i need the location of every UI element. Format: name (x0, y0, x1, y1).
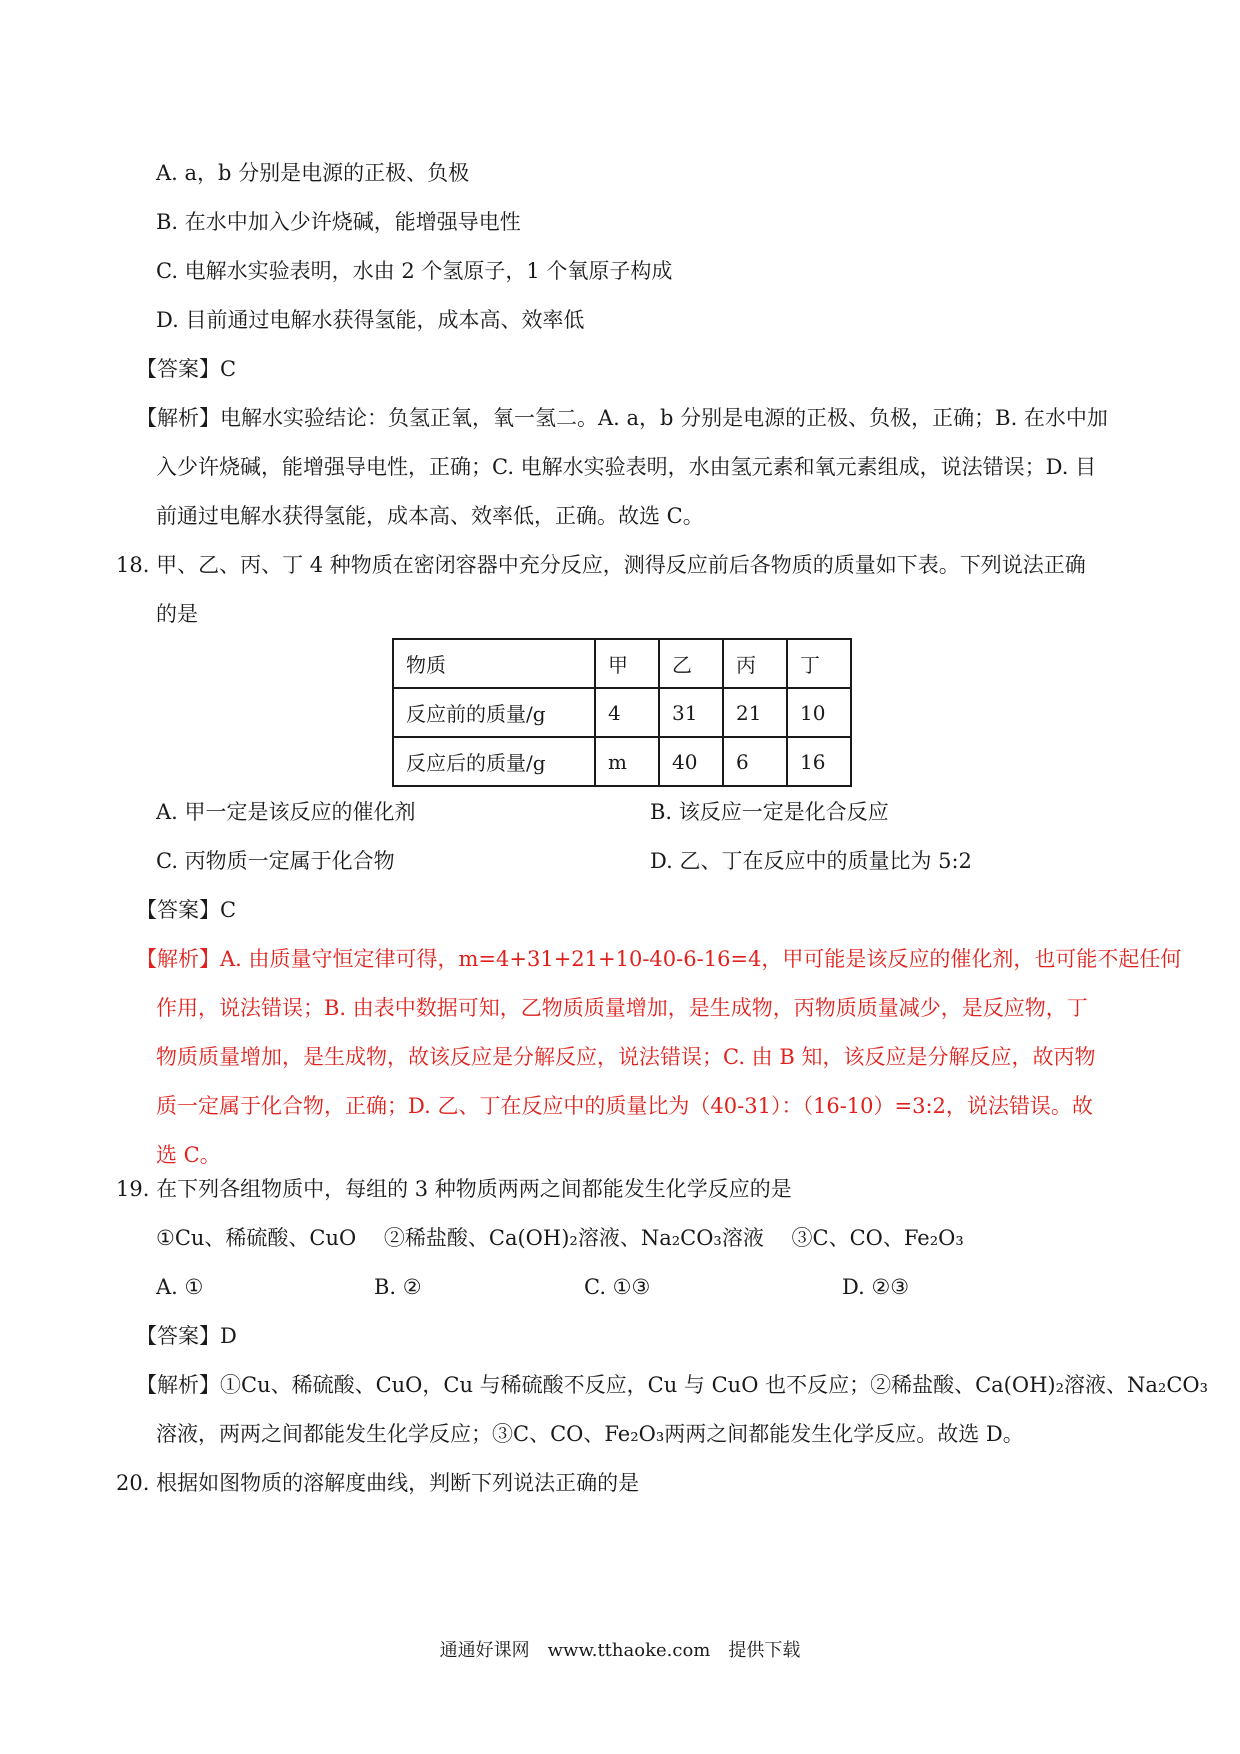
q17-analysis-line-1: 【解析】电解水实验结论：负氢正氧，氧一氢二。A. a，b 分别是电源的正极、负极，正确；B. 在水中加 (136, 406, 1108, 430)
table-row (393, 688, 851, 737)
table-cell: 丙 (723, 639, 787, 688)
q19-option-d: D. ②③ (842, 1275, 910, 1299)
q19-analysis-line-1: 【解析】①Cu、稀硫酸、CuO，Cu 与稀硫酸不反应，Cu 与 CuO 也不反应；②稀盐酸、Ca(OH)₂溶液、Na₂CO₃ (136, 1373, 1209, 1397)
table-cell: 6 (723, 737, 787, 786)
q18-option-c: C. 丙物质一定属于化合物 (156, 849, 395, 873)
q19-groups: ①Cu、稀硫酸、CuO ②稀盐酸、Ca(OH)₂溶液、Na₂CO₃溶液 ③C、CO、Fe₂O₃ (156, 1226, 964, 1250)
q19-answer: 【答案】D (136, 1324, 237, 1348)
q18-analysis-line-4: 质一定属于化合物，正确；D. 乙、丁在反应中的质量比为（40-31）：（16-10）=3:2，说法错误。故 (156, 1094, 1093, 1118)
q18-stem-line-2: 的是 (156, 602, 198, 626)
table-cell: 反应前的质量/g (393, 688, 595, 737)
table-cell: m (595, 737, 659, 786)
q17-analysis-line-3: 前通过电解水获得氢能，成本高、效率低，正确。故选 C。 (156, 504, 704, 528)
q17-option-b: B. 在水中加入少许烧碱，能增强导电性 (156, 210, 521, 234)
q17-analysis-line-2: 入少许烧碱，能增强导电性，正确；C. 电解水实验表明，水由氢元素和氧元素组成，说法错误；D. 目 (156, 455, 1097, 479)
q17-option-a: A. a，b 分别是电源的正极、负极 (156, 161, 470, 185)
table-cell: 40 (659, 737, 723, 786)
q18-option-a: A. 甲一定是该反应的催化剂 (156, 800, 416, 824)
q19-option-c: C. ①③ (584, 1275, 651, 1299)
q18-answer: 【答案】C (136, 898, 237, 922)
q18-analysis-line-1: 【解析】A. 由质量守恒定律可得，m=4+31+21+10-40-6-16=4，甲可能是该反应的催化剂，也可能不起任何 (136, 947, 1182, 971)
table-cell: 甲 (595, 639, 659, 688)
q18-option-b: B. 该反应一定是化合反应 (650, 800, 889, 824)
q19-option-a: A. ① (156, 1275, 204, 1299)
q19-stem: 19. 在下列各组物质中，每组的 3 种物质两两之间都能发生化学反应的是 (116, 1177, 792, 1201)
table-cell: 21 (723, 688, 787, 737)
table-row (393, 737, 851, 786)
table-cell: 31 (659, 688, 723, 737)
q18-mass-table (392, 638, 852, 787)
table-cell: 4 (595, 688, 659, 737)
q18-option-d: D. 乙、丁在反应中的质量比为 5:2 (650, 849, 972, 873)
q20-stem: 20. 根据如图物质的溶解度曲线，判断下列说法正确的是 (116, 1471, 640, 1495)
q19-analysis-line-2: 溶液，两两之间都能发生化学反应；③C、CO、Fe₂O₃两两之间都能发生化学反应。故选 D。 (156, 1422, 1024, 1446)
table-cell: 物质 (393, 639, 595, 688)
q18-analysis-line-3: 物质质量增加，是生成物，故该反应是分解反应，说法错误；C. 由 B 知，该反应是分解反应，故丙物 (156, 1045, 1096, 1069)
table-cell: 丁 (787, 639, 851, 688)
q17-answer: 【答案】C (136, 357, 237, 381)
q19-option-b: B. ② (374, 1275, 422, 1299)
table-cell: 反应后的质量/g (393, 737, 595, 786)
q18-analysis-line-5: 选 C。 (156, 1143, 221, 1167)
q18-stem-line-1: 18. 甲、乙、丙、丁 4 种物质在密闭容器中充分反应，测得反应前后各物质的质量如下表。下列说法正确 (116, 553, 1086, 577)
table-cell: 10 (787, 688, 851, 737)
table-header-row (393, 639, 851, 688)
table-cell: 乙 (659, 639, 723, 688)
page-footer: 通通好课网 www.tthaoke.com 提供下载 (439, 1640, 801, 1661)
q18-analysis-line-2: 作用，说法错误；B. 由表中数据可知，乙物质质量增加，是生成物，丙物质质量减少，是反应物，丁 (156, 996, 1088, 1020)
table-cell: 16 (787, 737, 851, 786)
q17-option-c: C. 电解水实验表明，水由 2 个氢原子，1 个氧原子构成 (156, 259, 673, 283)
q17-option-d: D. 目前通过电解水获得氢能，成本高、效率低 (156, 308, 585, 332)
